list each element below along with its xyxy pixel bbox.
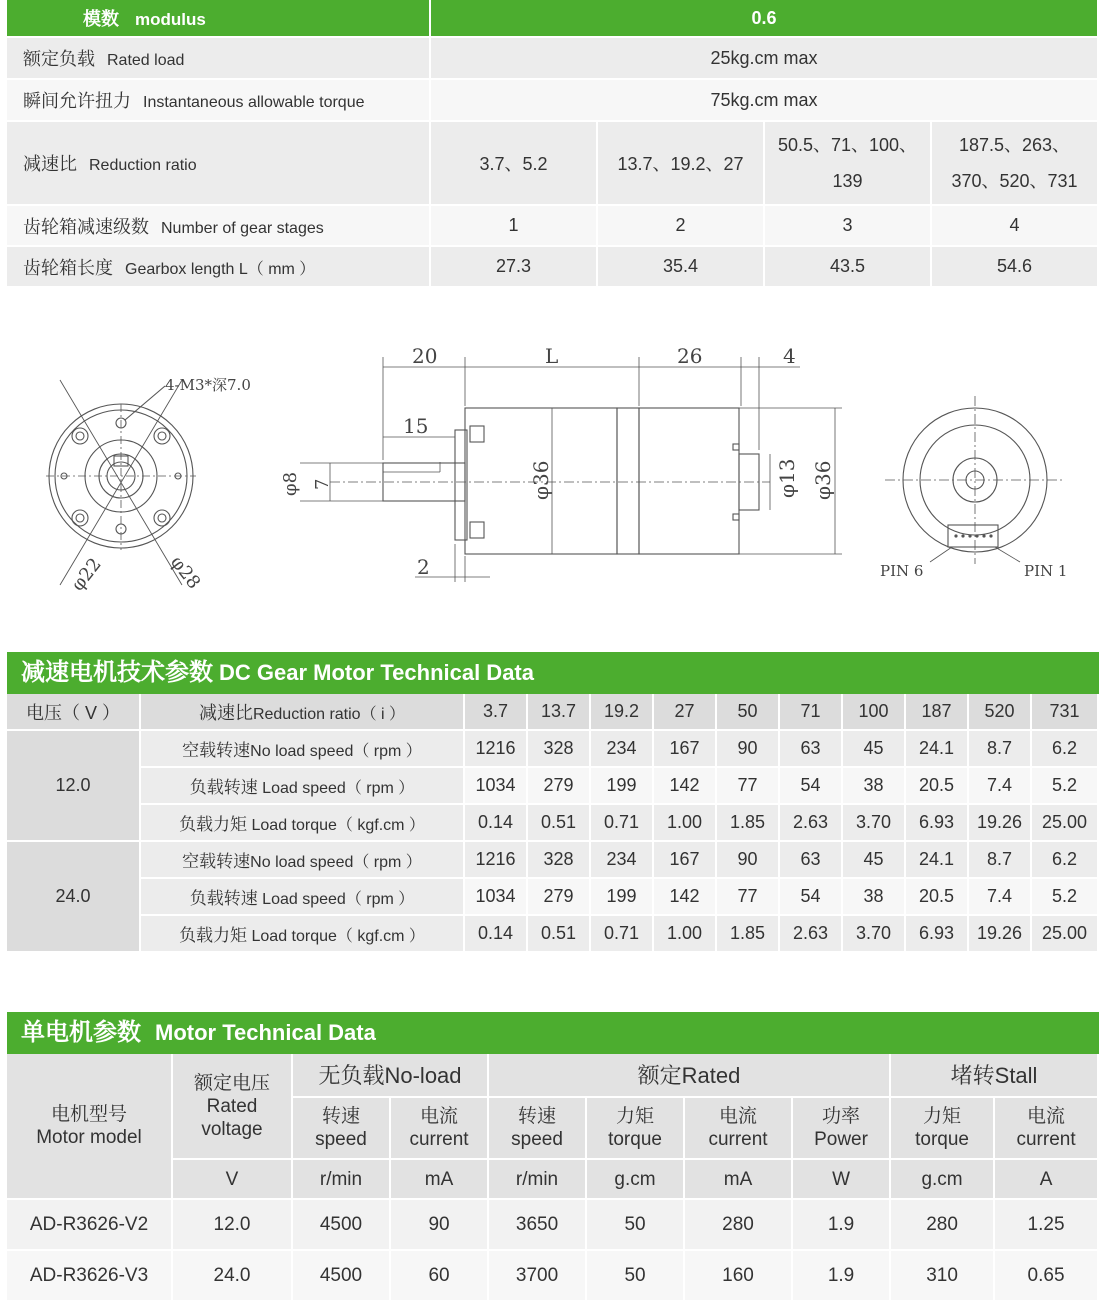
- motor-subheader: [587, 1098, 685, 1160]
- gear-section-cn: 减速电机技术参数: [21, 659, 213, 686]
- modulus-label: [7, 0, 431, 38]
- motor-model-header: [7, 1054, 173, 1200]
- length-en: Gearbox length L（ mm ）: [125, 260, 316, 278]
- rear-view-drawing: [885, 396, 1065, 564]
- gear-value-cell: 167: [654, 842, 717, 879]
- stages-value: 4: [932, 206, 1099, 247]
- modulus-value: 0.6: [431, 0, 1099, 38]
- gear-value-cell: 328: [528, 731, 591, 768]
- voltage-header: 电压（ V ）: [7, 694, 141, 731]
- voltage-unit: V: [173, 1160, 293, 1200]
- gear-data-row: [7, 879, 1099, 916]
- reduction-value: 13.7、19.2、27: [598, 122, 765, 206]
- gear-data-row: [7, 842, 1099, 879]
- dim-26: 26: [677, 344, 703, 368]
- modulus-label-cn: 模数: [83, 9, 119, 29]
- rated-load-en: Rated load: [107, 52, 185, 69]
- side-view-drawing: [300, 357, 842, 582]
- gear-value-cell: 25.00: [1032, 916, 1099, 953]
- motor-value-cell: 60: [391, 1251, 489, 1300]
- motor-subheader-en: current: [409, 1129, 469, 1150]
- reduction-value-line: 139: [832, 171, 863, 191]
- motor-unit: r/min: [293, 1160, 391, 1200]
- gear-value-cell: 2.63: [780, 805, 843, 842]
- gear-value-cell: 45: [843, 842, 906, 879]
- gear-section-en: DC Gear Motor Technical Data: [219, 660, 534, 685]
- ratio-value: 3.7: [465, 694, 528, 731]
- ratio-value: 731: [1032, 694, 1099, 731]
- motor-value-cell: 1.25: [995, 1200, 1099, 1251]
- gear-row-label-cn: 负载转速: [189, 778, 258, 797]
- pin6-label: PIN 6: [880, 562, 924, 580]
- gear-row-label-en: Load speed（ rpm ）: [257, 780, 415, 797]
- motor-subheader-en: torque: [608, 1129, 662, 1150]
- gear-value-cell: 3.70: [843, 916, 906, 953]
- motor-header-row-1: [7, 1054, 1099, 1098]
- spec-row-rated-load: [7, 38, 1099, 80]
- gear-value-cell: 38: [843, 768, 906, 805]
- gear-value-cell: 19.26: [969, 805, 1032, 842]
- motor-subheader-cn: 力矩: [923, 1106, 962, 1127]
- motor-unit: W: [793, 1160, 891, 1200]
- gear-header-row: [7, 694, 1099, 731]
- reduction-label: [7, 122, 431, 206]
- spec-row-stages: [7, 206, 1099, 247]
- motor-model-cell: AD-R3626-V3: [7, 1251, 173, 1300]
- gear-row-label-cn: 空载转速: [182, 741, 251, 760]
- motor-unit: g.cm: [587, 1160, 685, 1200]
- ratio-value: 13.7: [528, 694, 591, 731]
- gear-data-row: [7, 805, 1099, 842]
- length-value: 43.5: [765, 247, 932, 288]
- voltage-cell: 12.0: [7, 731, 141, 842]
- spec-row-modulus: [7, 0, 1099, 38]
- rated-group-header: 额定Rated: [489, 1054, 891, 1098]
- motor-value-cell: 3700: [489, 1251, 587, 1300]
- instant-torque-label: [7, 80, 431, 122]
- motor-subheader: [391, 1098, 489, 1160]
- gear-value-cell: 25.00: [1032, 805, 1099, 842]
- ratio-value: 520: [969, 694, 1032, 731]
- motor-subheader-cn: 力矩: [616, 1106, 655, 1127]
- dim-36-gearbox: φ36: [529, 460, 553, 500]
- reduction-value: [765, 122, 932, 206]
- dim-4: 4: [783, 344, 796, 368]
- gear-value-cell: 142: [654, 768, 717, 805]
- motor-subheader-cn: 电流: [719, 1106, 758, 1127]
- stages-en: Number of gear stages: [161, 219, 324, 237]
- gear-value-cell: 8.7: [969, 842, 1032, 879]
- gear-motor-section-title: [7, 652, 1099, 694]
- rated-load-cn: 额定负载: [23, 49, 95, 69]
- gear-value-cell: 6.2: [1032, 842, 1099, 879]
- reduction-value-line: 50.5、71、100、: [777, 135, 918, 155]
- ratio-value: 19.2: [591, 694, 654, 731]
- motor-subheader: [995, 1098, 1099, 1160]
- gear-row-label: [141, 879, 465, 916]
- motor-subheader-en: torque: [915, 1129, 969, 1150]
- gear-row-label: [141, 731, 465, 768]
- ratio-value: 27: [654, 694, 717, 731]
- motor-subheader-en: speed: [511, 1129, 563, 1150]
- motor-subheader-en: current: [1016, 1129, 1076, 1150]
- motor-value-cell: 1.9: [793, 1200, 891, 1251]
- stages-value: 1: [431, 206, 598, 247]
- motor-data-row: [7, 1251, 1099, 1300]
- motor-section-cn: 单电机参数: [21, 1019, 141, 1046]
- stages-value: 3: [765, 206, 932, 247]
- motor-data-row: [7, 1200, 1099, 1251]
- gear-value-cell: 5.2: [1032, 768, 1099, 805]
- hole-note: 4-M3*深7.0: [165, 376, 251, 394]
- gear-value-cell: 19.26: [969, 916, 1032, 953]
- length-value: 54.6: [932, 247, 1099, 288]
- motor-value-cell: 3650: [489, 1200, 587, 1251]
- gear-value-cell: 1216: [465, 842, 528, 879]
- modulus-label-en: modulus: [135, 10, 206, 29]
- gear-row-label-en: Load speed（ rpm ）: [257, 891, 415, 908]
- motor-value-cell: 0.65: [995, 1251, 1099, 1300]
- length-value: 35.4: [598, 247, 765, 288]
- gear-value-cell: 0.14: [465, 916, 528, 953]
- motor-subheader-cn: 功率: [822, 1106, 861, 1127]
- motor-table: [7, 1054, 1099, 1300]
- instant-torque-value: 75kg.cm max: [431, 80, 1099, 122]
- reduction-en: Reduction ratio: [89, 157, 197, 174]
- gear-row-label: [141, 842, 465, 879]
- motor-model-en: Motor model: [36, 1127, 142, 1148]
- gear-row-label-cn: 负载转速: [189, 889, 258, 908]
- gear-value-cell: 279: [528, 768, 591, 805]
- gear-value-cell: 0.51: [528, 916, 591, 953]
- gear-row-label-en: Load torque（ kgf.cm ）: [247, 817, 425, 834]
- dim-8: φ8: [280, 471, 301, 496]
- motor-subheader-en: current: [708, 1129, 768, 1150]
- motor-unit: mA: [391, 1160, 489, 1200]
- dim-L: L: [545, 344, 559, 368]
- ratio-value: 100: [843, 694, 906, 731]
- motor-model-cn: 电机型号: [50, 1104, 127, 1125]
- reduction-value: [932, 122, 1099, 206]
- gear-row-label-en: Load torque（ kgf.cm ）: [247, 928, 425, 945]
- instant-torque-cn: 瞬间允许扭力: [23, 91, 131, 111]
- stages-value: 2: [598, 206, 765, 247]
- pin1-label: PIN 1: [1024, 562, 1068, 580]
- gear-value-cell: 90: [717, 731, 780, 768]
- dim-2: 2: [417, 555, 430, 579]
- gear-value-cell: 5.2: [1032, 879, 1099, 916]
- gear-value-cell: 20.5: [906, 879, 969, 916]
- dimension-drawings: [0, 300, 1100, 620]
- reduction-value-line: 370、520、731: [951, 171, 1078, 191]
- motor-value-cell: 24.0: [173, 1251, 293, 1300]
- rated-load-label: [7, 38, 431, 80]
- gear-value-cell: 1034: [465, 768, 528, 805]
- ratio-header-cn: 减速比: [198, 702, 253, 723]
- gear-value-cell: 167: [654, 731, 717, 768]
- gear-value-cell: 20.5: [906, 768, 969, 805]
- stall-group-header: 堵转Stall: [891, 1054, 1099, 1098]
- rated-load-value: 25kg.cm max: [431, 38, 1099, 80]
- gear-value-cell: 7.4: [969, 879, 1032, 916]
- rated-voltage-en1: Rated: [206, 1095, 258, 1117]
- motor-value-cell: 160: [685, 1251, 793, 1300]
- gear-value-cell: 199: [591, 768, 654, 805]
- rated-voltage-cn: 额定电压: [193, 1072, 270, 1094]
- dim-22: φ22: [67, 554, 106, 596]
- gearbox-spec-table: [7, 0, 1099, 288]
- gear-data-row: [7, 768, 1099, 805]
- motor-model-cell: AD-R3626-V2: [7, 1200, 173, 1251]
- spec-row-instant-torque: [7, 80, 1099, 122]
- instant-torque-en: Instantaneous allowable torque: [143, 94, 365, 111]
- motor-subheader: [685, 1098, 793, 1160]
- stages-label: [7, 206, 431, 247]
- gear-value-cell: 54: [780, 879, 843, 916]
- motor-value-cell: 90: [391, 1200, 489, 1251]
- ratio-header: [141, 694, 465, 731]
- gear-value-cell: 0.71: [591, 916, 654, 953]
- gear-value-cell: 7.4: [969, 768, 1032, 805]
- gear-value-cell: 6.93: [906, 916, 969, 953]
- motor-section-title: [7, 1012, 1099, 1054]
- motor-value-cell: 12.0: [173, 1200, 293, 1251]
- gear-value-cell: 0.51: [528, 805, 591, 842]
- motor-subheader: [293, 1098, 391, 1160]
- motor-subheader-cn: 电流: [420, 1106, 459, 1127]
- gear-value-cell: 77: [717, 879, 780, 916]
- motor-value-cell: 4500: [293, 1251, 391, 1300]
- motor-value-cell: 50: [587, 1200, 685, 1251]
- length-label: [7, 247, 431, 288]
- gear-value-cell: 0.14: [465, 805, 528, 842]
- gear-value-cell: 234: [591, 731, 654, 768]
- motor-unit: r/min: [489, 1160, 587, 1200]
- gear-value-cell: 6.93: [906, 805, 969, 842]
- spec-row-reduction: [7, 122, 1099, 206]
- gear-value-cell: 234: [591, 842, 654, 879]
- gear-data-row: [7, 731, 1099, 768]
- spec-row-length: [7, 247, 1099, 288]
- dim-36-motor: φ36: [811, 460, 835, 500]
- motor-subheader-cn: 电流: [1027, 1106, 1066, 1127]
- gear-value-cell: 1.00: [654, 916, 717, 953]
- gear-row-label-cn: 空载转速: [182, 852, 251, 871]
- motor-section-en: Motor Technical Data: [155, 1020, 376, 1045]
- motor-unit: g.cm: [891, 1160, 995, 1200]
- dim-15: 15: [403, 414, 429, 438]
- motor-unit: A: [995, 1160, 1099, 1200]
- ratio-value: 50: [717, 694, 780, 731]
- gear-row-label-cn: 负载力矩: [179, 926, 248, 945]
- motor-subheader-en: speed: [315, 1129, 367, 1150]
- gear-row-label: [141, 805, 465, 842]
- gear-value-cell: 38: [843, 879, 906, 916]
- gear-value-cell: 24.1: [906, 842, 969, 879]
- reduction-value: 3.7、5.2: [431, 122, 598, 206]
- gear-value-cell: 24.1: [906, 731, 969, 768]
- gear-value-cell: 77: [717, 768, 780, 805]
- gear-value-cell: 1216: [465, 731, 528, 768]
- gear-value-cell: 54: [780, 768, 843, 805]
- gear-value-cell: 63: [780, 731, 843, 768]
- front-view-drawing: [46, 380, 196, 585]
- voltage-cell: 24.0: [7, 842, 141, 953]
- motor-subheader: [489, 1098, 587, 1160]
- motor-value-cell: 1.9: [793, 1251, 891, 1300]
- dim-13: φ13: [775, 458, 799, 498]
- motor-subheader-en: Power: [814, 1129, 868, 1150]
- dim-28: φ28: [166, 552, 205, 594]
- ratio-header-en: Reduction ratio（ i ）: [252, 705, 406, 723]
- rated-voltage-en2: voltage: [201, 1118, 263, 1140]
- gear-value-cell: 1.85: [717, 805, 780, 842]
- motor-subheader-cn: 转速: [321, 1106, 360, 1127]
- ratio-value: 71: [780, 694, 843, 731]
- dim-20: 20: [412, 344, 438, 368]
- motor-subheader-cn: 转速: [518, 1106, 557, 1127]
- stages-cn: 齿轮箱减速级数: [23, 216, 149, 237]
- gear-value-cell: 90: [717, 842, 780, 879]
- gear-value-cell: 6.2: [1032, 731, 1099, 768]
- ratio-value: 187: [906, 694, 969, 731]
- motor-value-cell: 280: [685, 1200, 793, 1251]
- gear-value-cell: 279: [528, 879, 591, 916]
- motor-subheader: [891, 1098, 995, 1160]
- length-cn: 齿轮箱长度: [23, 257, 113, 278]
- gear-value-cell: 1034: [465, 879, 528, 916]
- reduction-cn: 减速比: [23, 154, 77, 174]
- gear-value-cell: 8.7: [969, 731, 1032, 768]
- dim-7: 7: [312, 478, 333, 490]
- gear-value-cell: 1.85: [717, 916, 780, 953]
- gear-value-cell: 63: [780, 842, 843, 879]
- gear-value-cell: 142: [654, 879, 717, 916]
- gear-value-cell: 45: [843, 731, 906, 768]
- motor-value-cell: 310: [891, 1251, 995, 1300]
- gear-value-cell: 328: [528, 842, 591, 879]
- gear-row-label: [141, 768, 465, 805]
- gear-value-cell: 1.00: [654, 805, 717, 842]
- length-value: 27.3: [431, 247, 598, 288]
- gear-row-label-en: No load speed（ rpm ）: [250, 743, 422, 760]
- motor-value-cell: 50: [587, 1251, 685, 1300]
- gear-value-cell: 199: [591, 879, 654, 916]
- motor-value-cell: 280: [891, 1200, 995, 1251]
- gear-value-cell: 2.63: [780, 916, 843, 953]
- motor-unit: mA: [685, 1160, 793, 1200]
- gear-value-cell: 3.70: [843, 805, 906, 842]
- reduction-value-line: 187.5、263、: [958, 135, 1071, 155]
- motor-value-cell: 4500: [293, 1200, 391, 1251]
- motor-subheader: [793, 1098, 891, 1160]
- gear-row-label: [141, 916, 465, 953]
- noload-group-header: 无负载No-load: [293, 1054, 489, 1098]
- gear-data-row: [7, 916, 1099, 953]
- gear-row-label-cn: 负载力矩: [179, 815, 248, 834]
- gear-row-label-en: No load speed（ rpm ）: [250, 854, 422, 871]
- gear-motor-table: [7, 694, 1099, 953]
- gear-value-cell: 0.71: [591, 805, 654, 842]
- rated-voltage-header: [173, 1054, 293, 1160]
